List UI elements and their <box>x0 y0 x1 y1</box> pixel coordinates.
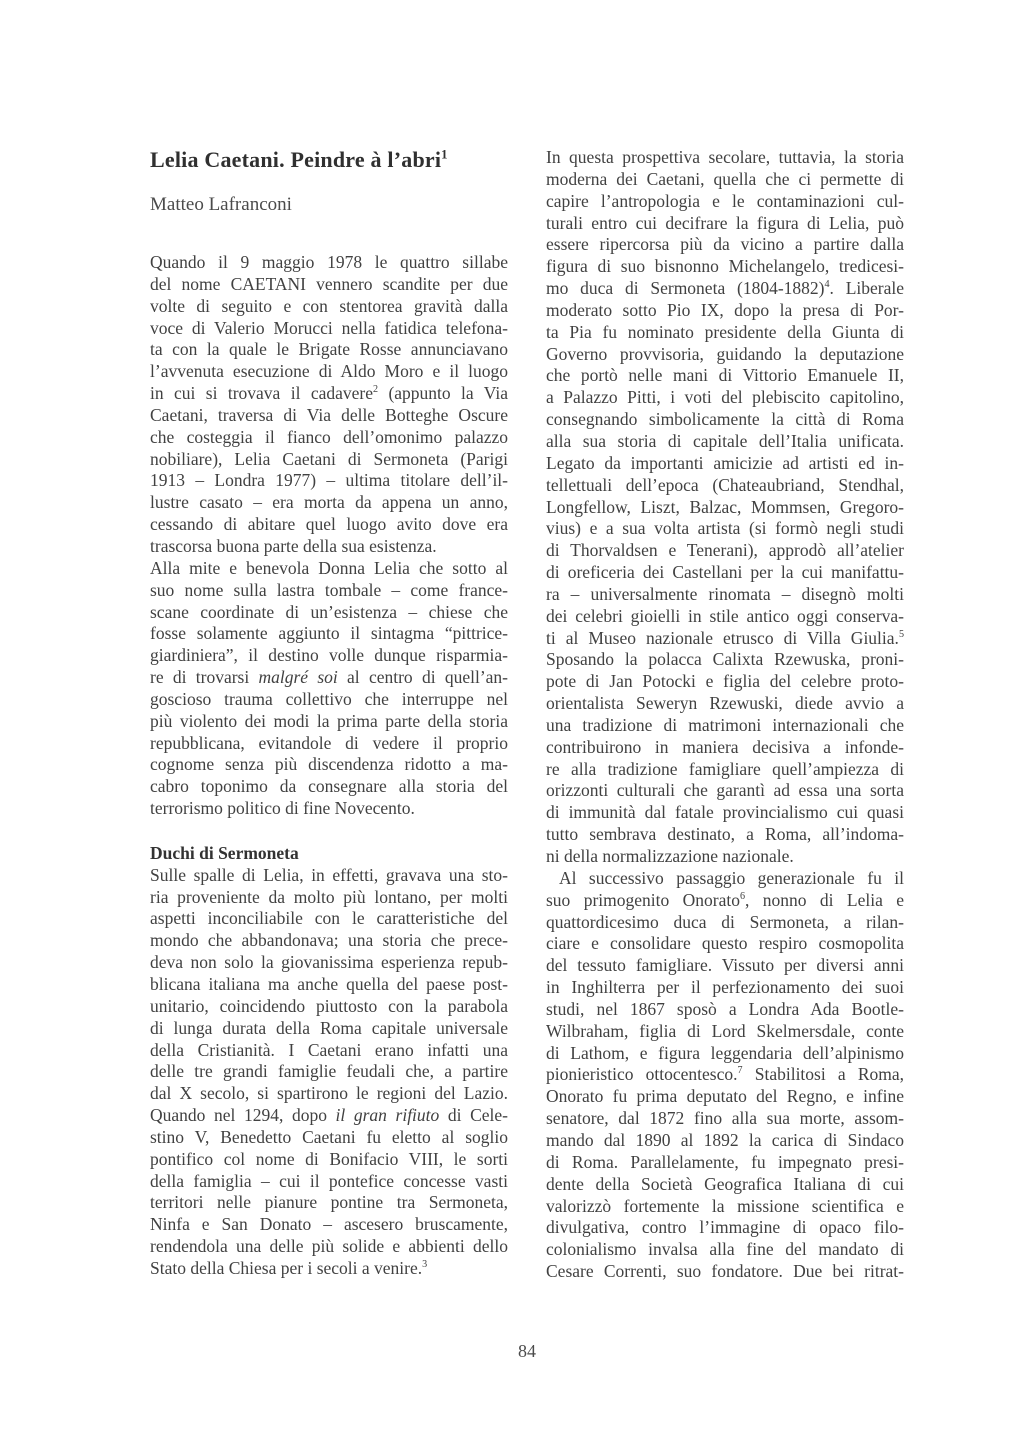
text-line: territori nelle pianure pontine tra Sermoneta, <box>150 1192 508 1213</box>
text-line: mondo che abbandonava; una storia che prece- <box>150 930 508 951</box>
text-line: che portò nelle mani di Vittorio Emanuele II, <box>546 365 904 386</box>
text-line: Longfellow, Liszt, Balzac, Mommsen, Gregoro- <box>546 496 904 517</box>
text-line: rendendola una delle più solide e abbienti dello <box>150 1236 508 1257</box>
text-line: di Thorvaldsen e Tenerani), approdò all’atelier <box>546 540 904 561</box>
text-line: orientalista Seweryn Rzewuski, diede avvio a <box>546 693 904 714</box>
text-line: di lunga durata della Roma capitale universale <box>150 1017 508 1038</box>
text-line: divulgativa, contro l’immagine di opaco filo- <box>546 1217 904 1238</box>
text-line: della Cristianità. I Caetani erano infatti una <box>150 1039 508 1060</box>
text-line: del tessuto famigliare. Vissuto per diversi anni <box>546 955 904 976</box>
text-line: vius) e a sua volta artista (si formò negli studi <box>546 518 904 539</box>
text-line: ti al Museo nazionale etrusco di Villa Giulia.$^5$ <box>546 627 904 648</box>
text-line: turali entro cui decifrare la figura di Lelia, può <box>546 212 904 233</box>
text-line: quattordicesimo duca di Sermoneta, a rilan- <box>546 911 904 932</box>
text-line: delle tre grandi famiglie feudali che, a partire <box>150 1061 508 1082</box>
text-line: Sulle spalle di Lelia, in effetti, gravava una sto- <box>150 864 508 885</box>
text-line: blicana italiana ma anche quella del paese post- <box>150 974 508 994</box>
paragraph <box>150 252 508 558</box>
text-line: pionieristico ottocentesco.$^7$ Stabilitosi a Roma, <box>546 1064 904 1085</box>
paragraph <box>546 868 904 1283</box>
text-line: deva non solo la giovanissima esperienza repub- <box>150 952 508 973</box>
text-line: suo nome sulla lastra tombale – come france- <box>150 579 508 600</box>
text-line: Quando il 9 maggio 1978 le quattro sillabe <box>150 252 508 272</box>
text-line: Quando nel 1294, dopo il gran rifiuto di Cele- <box>150 1105 508 1126</box>
text-line: valorizzò fortemente la missione scientifica e <box>546 1195 904 1216</box>
text-line: Ninfa e San Donato – ascesero bruscamente, <box>150 1214 508 1235</box>
text-line: in cui si trovava il cadavere$^2$ (appunto la Via <box>150 383 508 404</box>
text-line: cognome senza più discendenza ridotto a ma- <box>150 754 508 775</box>
text-line: orizzonti culturali che garantì ad essa una sorta <box>546 780 904 801</box>
text-line: unitario, coincidendo piuttosto con la parabola <box>150 995 508 1016</box>
paragraph <box>546 147 904 868</box>
text-line: dente della Società Geografica Italiana di cui <box>546 1173 904 1194</box>
text-line: Alla mite e benevola Donna Lelia che sotto al <box>150 557 508 578</box>
text-line: capire l’antropologia e le contaminazioni cul- <box>546 190 904 211</box>
text-line: tellettuali dell’epoca (Chateaubriand, Stendhal, <box>546 474 904 495</box>
text-line: figura di suo bisnonno Michelangelo, tredicesi- <box>546 256 904 277</box>
text-line: Al successivo passaggio generazionale fu il <box>559 867 904 888</box>
page-number: 84 <box>518 1341 536 1361</box>
text-line: consegnando simbolicamente la città di Roma <box>546 409 904 430</box>
text-line: repubblicana, evitandole di vedere il proprio <box>150 732 508 753</box>
text-line: re di trovarsi malgré soi al centro di quell’an- <box>150 667 508 688</box>
text-line: alla sua storia di capitale dell’Italia unificata. <box>546 430 904 451</box>
text-line: terrorismo politico di fine Novecento. <box>150 798 415 819</box>
text-line: Cesare Correnti, suo fondatore. Due bei ritrat- <box>546 1261 904 1282</box>
article-title: Lelia Caetani. Peindre à l’abri$^1$ <box>150 147 448 172</box>
text-line: aspetti inconciliabile con le caratteristiche del <box>150 908 508 929</box>
text-line: moderna dei Caetani, quella che ci permette di <box>546 168 904 189</box>
text-line: di oreficeria dei Castellani per la cui manifattu- <box>546 562 904 583</box>
text-line: suo primogenito Onorato$^6$, nonno di Lelia e <box>546 889 905 910</box>
text-line: pote di Jan Potocki e figlia del celebre proto- <box>546 671 904 692</box>
text-line: ria proveniente da molto più lontano, per molti <box>150 886 508 907</box>
text-line: che costeggia il fianco dell’omonimo palazzo <box>150 426 508 447</box>
text-line: dal X secolo, si spartirono le regioni del Lazio. <box>150 1083 508 1104</box>
text-line: pontifico col nome di Bonifacio VIII, le sorti <box>150 1148 508 1169</box>
text-line: di Lathom, e figura leggendaria dell’alpinismo <box>546 1042 904 1063</box>
text-line: ra – universalmente rinomata – disegnò molti <box>546 583 904 604</box>
text-line: Legato da importanti amicizie ad artisti ed in- <box>546 452 904 473</box>
text-line: senatore, dal 1872 fino alla sua morte, assom- <box>546 1108 904 1129</box>
text-line: in Inghilterra per il perfezionamento dei suoi <box>546 977 904 998</box>
text-line: Wilbraham, figlia di Lord Skelmersdale, conte <box>546 1020 904 1041</box>
text-line: moderato sotto Pio IX, dopo la presa di Por- <box>546 299 904 320</box>
text-line: mo duca di Sermoneta (1804-1882)$^4$. Liberale <box>546 278 905 299</box>
text-line: ciare e consolidare questo respiro cosmopolita <box>546 933 904 954</box>
text-line: di Roma. Parallelamente, fu impegnato presi- <box>546 1151 904 1172</box>
text-line: scane coordinate di un’esistenza – chiese che <box>150 601 508 622</box>
text-line: ni della normalizzazione nazionale. <box>546 846 794 866</box>
text-line: stino V, Benedetto Caetani fu eletto al soglio <box>150 1126 508 1147</box>
text-line: ta Pia fu nominato presidente della Giunta di <box>546 321 904 342</box>
text-line: essere ripercorsa più da vicino a partire dalla <box>546 234 904 255</box>
text-line: volte di seguito e con stentorea gravità dalla <box>150 295 508 316</box>
text-line: 1913 – Londra 1977) – ultima titolare dell’il- <box>150 470 508 491</box>
text-line: goscioso trauma collettivo che interruppe nel <box>150 688 508 709</box>
text-line: Stato della Chiesa per i secoli a venire.$^3$ <box>150 1257 428 1278</box>
text-line: a Palazzo Pitti, i voti del plebiscito capitolino, <box>546 387 904 408</box>
paragraph <box>150 865 508 1280</box>
text-line: studi, nel 1867 sposò a Londra Ada Bootle- <box>546 998 904 1019</box>
text-line: di immunità dal fatale provincialismo cui quasi <box>546 802 904 823</box>
paragraph <box>150 558 508 820</box>
article-header <box>150 147 508 216</box>
text-line: giardiniera”, il destino volle dunque risparmia- <box>150 645 508 666</box>
section-heading: Duchi di Sermoneta <box>150 842 299 863</box>
text-line: Governo provvisoria, guidando la deputazione <box>546 343 904 364</box>
text-line: del nome CAETANI vennero scandite per due <box>150 273 508 294</box>
article-author: Matteo Lafranconi <box>150 194 292 215</box>
text-line: lustre casato – era morta da appena un anno, <box>150 492 508 513</box>
text-line: Onorato fu prima deputato del Regno, e infine <box>546 1086 904 1107</box>
text-line: In questa prospettiva secolare, tuttavia, la storia <box>546 147 904 167</box>
text-line: re alla tradizione famigliare quell’ampiezza di <box>546 758 904 779</box>
text-line: tutto sembrava destinato, a Roma, all’indoma- <box>546 824 904 845</box>
text-line: una tradizione di matrimoni internazionali che <box>546 714 904 735</box>
text-line: dei celebri gioielli in stile antico oggi conserva- <box>546 605 904 626</box>
text-line: della famiglia – cui il pontefice concesse vasti <box>150 1170 508 1191</box>
text-line: fosse solamente aggiunto il sintagma “pittrice- <box>150 623 508 644</box>
text-line: cabro toponimo da consegnare alla storia del <box>150 776 508 797</box>
text-column-right <box>546 147 904 1283</box>
text-line: l’avvenuta esecuzione di Aldo Moro e il luogo <box>150 361 508 382</box>
text-line: voce di Valerio Morucci nella fatidica telefona- <box>150 317 508 338</box>
text-line: cessando di abitare quel luogo avito dove era <box>150 514 508 535</box>
text-line: contribuirono in maniera decisiva a infonde- <box>546 736 904 757</box>
text-line: mando dal 1890 al 1892 la carica di Sindaco <box>546 1129 904 1150</box>
text-line: più violento dei modi la prima parte della storia <box>150 710 508 731</box>
text-line: nobiliare), Lelia Caetani di Sermoneta (Parigi <box>150 448 508 469</box>
text-line: ta con la quale le Brigate Rosse annunciavano <box>150 339 508 360</box>
text-column-left <box>150 252 508 1280</box>
text-line: colonialismo invalsa alla fine del mandato di <box>546 1239 904 1260</box>
text-line: Caetani, traversa di Via delle Botteghe Oscure <box>150 404 508 425</box>
text-line: Sposando la polacca Calixta Rzewuska, proni- <box>546 649 904 670</box>
text-line: trascorsa buona parte della sua esistenza. <box>150 535 437 556</box>
